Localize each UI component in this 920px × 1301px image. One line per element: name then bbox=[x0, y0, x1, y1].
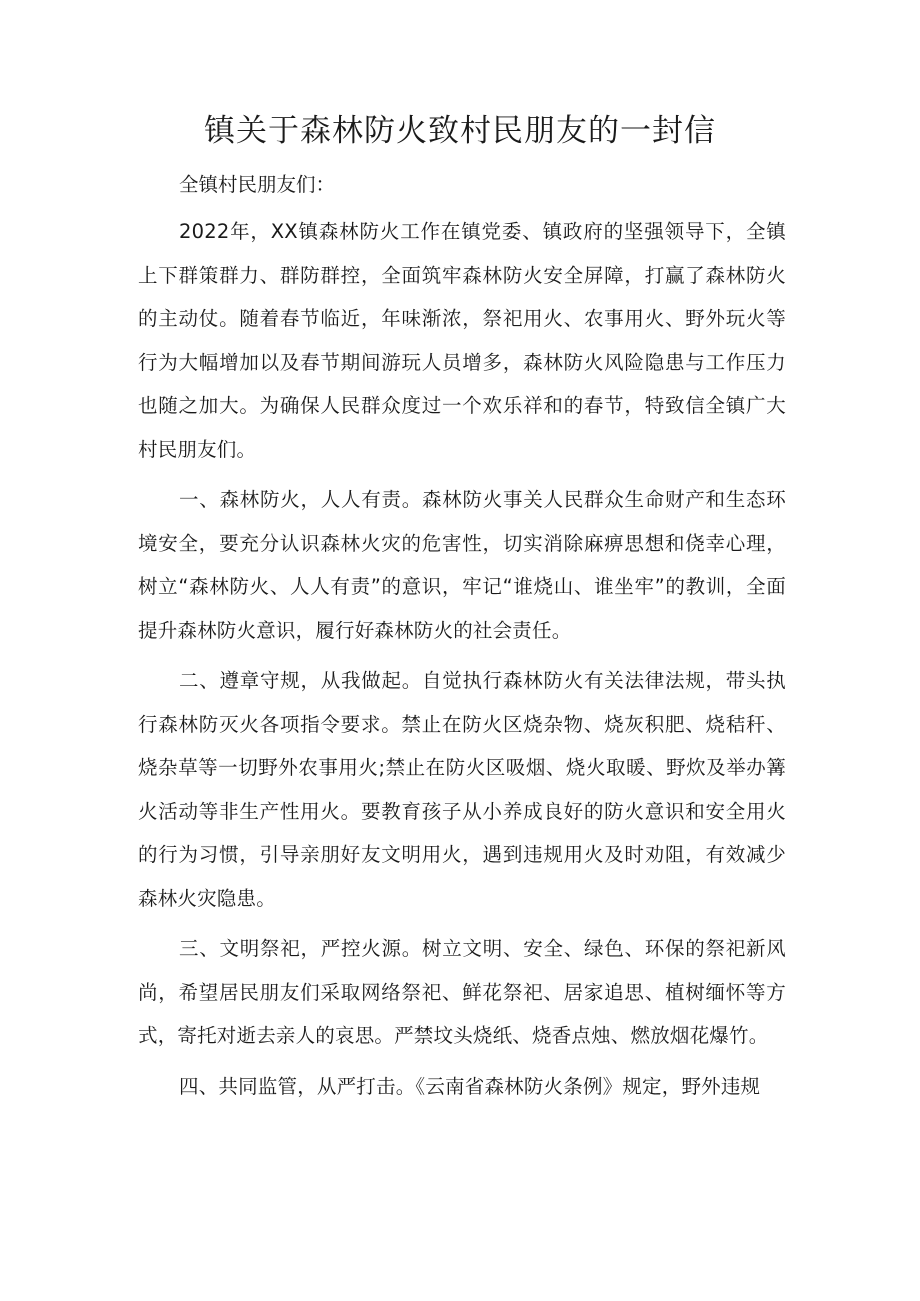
paragraph-point-1: 一、森林防火，人人有责。森林防火事关人民群众生命财产和生态环境安全，要充分认识森林火灾的危害性，切实消除麻痹思想和侥幸心理，树立“森林防火、人人有责”的意识，牢记“谁烧山、谁坐牢”的教训，全面提升森林防火意识，履行好森林防火的社会责任。 bbox=[138, 488, 786, 642]
salutation: 全镇村民朋友们： bbox=[179, 173, 336, 196]
document-title: 镇关于森林防火致村民朋友的一封信 bbox=[204, 113, 716, 149]
letter-body bbox=[138, 160, 786, 1108]
paragraph-intro: 2022年，XX镇森林防火工作在镇党委、镇政府的坚强领导下，全镇上下群策群力、群防群控，全面筑牢森林防火安全屏障，打赢了森林防火的主动仗。随着春节临近，年味渐浓，祭祀用火、农事用火、野外玩火等行为大幅增加以及春节期间游玩人员增多，森林防火风险隐患与工作压力也随之加大。为确保人民群众度过一个欢乐祥和的春节，特致信全镇广大村民朋友们。 bbox=[138, 220, 786, 461]
paragraph-point-2: 二、遵章守规，从我做起。自觉执行森林防火有关法律法规，带头执行森林防灭火各项指令要求。禁止在防火区烧杂物、烧灰积肥、烧秸秆、烧杂草等一切野外农事用火;禁止在防火区吸烟、烧火取暖、野炊及举办篝火活动等非生产性用火。要教育孩子从小养成良好的防火意识和安全用火的行为习惯，引导亲朋好友文明用火，遇到违规用火及时劝阻，有效减少森林火灾隐患。 bbox=[138, 669, 786, 910]
paragraph-point-4: 四、共同监管，从严打击。《云南省森林防火条例》规定，野外违规 bbox=[179, 1074, 761, 1098]
paragraph-point-3: 三、文明祭祀，严控火源。树立文明、安全、绿色、环保的祭祀新风尚，希望居民朋友们采取网络祭祀、鲜花祭祀、居家追思、植树缅怀等方式，寄托对逝去亲人的哀思。严禁坟头烧纸、烧香点烛、燃放烟花爆竹。 bbox=[138, 937, 786, 1047]
